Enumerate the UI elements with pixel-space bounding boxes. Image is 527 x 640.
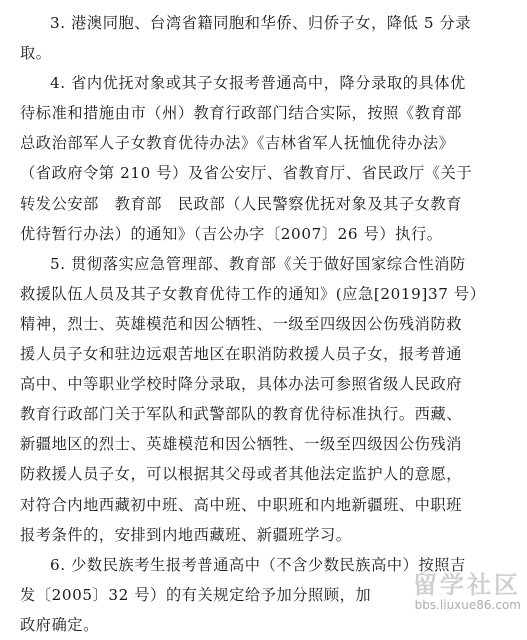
text-line: 待标准和措施由市（州）教育行政部门结合实际，按照《教育部 [20,104,463,123]
text-line: 总政治部军人子女教育优待办法》《吉林省军人抚恤优待办法》 [20,134,455,153]
text-line: 救援队伍人员及其子女教育优待工作的通知》(应急[2019]37 号） [20,284,486,303]
paragraph-5 [20,249,499,550]
text-line: 4. 省内优抚对象或其子女报考普通高中，降分录取的具体优 [50,74,466,93]
text-line: 5. 贯彻落实应急管理部、教育部《关于做好国家综合性消防 [50,254,466,273]
watermark-url: bbs.liuxue86.com [414,598,521,612]
text-line: （省政府令第 210 号）及省公安厅、省教育厅、省民政厅《关于 [20,164,473,183]
text-line: 取。 [20,44,52,63]
text-line: 政府确定。 [20,615,99,634]
text-line: 报考条件的，安排到内地西藏班、新疆班学习。 [20,525,352,544]
text-line: 发〔2005〕32 号）的有关规定给予加分照顾，加 [20,585,372,604]
text-line: 优待暂行办法）的通知》（吉公办字〔2007〕26 号）执行。 [20,224,443,243]
watermark-logo: 留学社区 [413,571,521,599]
text-line: 对符合内地西藏初中班、高中班、中职班和内地新疆班、中职班 [20,495,463,514]
text-line: 新疆地区的烈士、英雄模范和因公牺牲、一级至四级因公伤残消 [20,435,463,454]
text-line: 援人员子女和驻边远艰苦地区在职消防救援人员子女，报考普通 [20,345,463,364]
text-line: 防救援人员子女，可以根据其父母或者其他法定监护人的意愿， [20,465,463,484]
text-line: 3. 港澳同胞、台湾省籍同胞和华侨、归侨子女，降低 5 分录 [50,14,472,32]
paragraph-3 [20,8,499,68]
site-watermark [371,572,521,616]
text-line: 精神，烈士、英雄模范和因公牺牲、一级至四级因公伤残消防救 [20,314,463,333]
paragraph-4 [20,68,499,249]
text-line: 6. 少数民族考生报考普通高中（不含少数民族高中）按照吉 [50,555,466,574]
text-line: 转发公安部 教育部 民政部（人民警察优抚对象及其子女教育 [20,194,463,213]
text-line: 教育行政部门关于军队和武警部队的教育优待标准执行。西藏、 [20,405,463,424]
text-line: 高中、中等职业学校时降分录取，具体办法可参照省级人民政府 [20,375,463,394]
